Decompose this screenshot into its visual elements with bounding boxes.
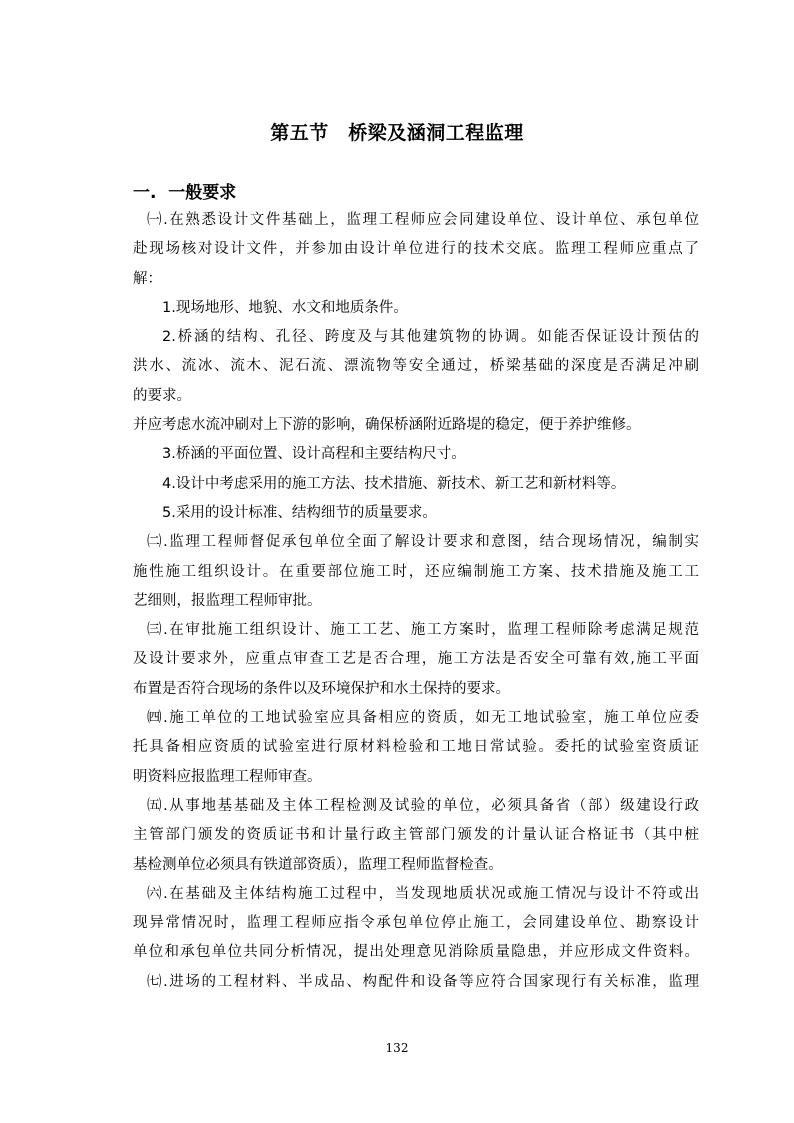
list-item: 2.桥涵的结构、孔径、跨度及与其他建筑物的协调。如能否保证设计预估的: [162, 329, 699, 346]
paragraph-line: ㈡.监理工程师督促承包单位全面了解设计要求和意图，结合现场情况，编制实: [147, 534, 699, 551]
paragraph-line: ㈤.从事地基基础及主体工程检测及试验的单位，必须具备省（部）级建设行政: [147, 797, 699, 814]
paragraph-line: 现异常情况时，监理工程师应指令承包单位停止施工，会同建设单位、勘察设计: [133, 915, 699, 932]
page-number: 132: [385, 1041, 409, 1055]
list-item: 1.现场地形、地貌、水文和地质条件。: [162, 299, 408, 316]
paragraph-line: 洪水、流冰、流木、泥石流、漂流物等安全通过，桥梁基础的深度是否满足冲刷: [133, 358, 699, 375]
paragraph-line: 艺细则，报监理工程师审批。: [133, 592, 322, 609]
paragraph-line: 解：: [133, 270, 162, 287]
section-heading: 一. 一般要求: [133, 183, 237, 203]
paragraph-line: 施性施工组织设计。在重要部位施工时，还应编制施工方案、技术措施及施工工: [133, 563, 699, 580]
paragraph-line: 并应考虑水流冲刷对上下游的影响，确保桥涵附近路堤的稳定，便于养护维修。: [133, 417, 641, 434]
paragraph-line: 主管部门颁发的资质证书和计量行政主管部门颁发的计量认证合格证书（其中桩: [133, 827, 699, 844]
paragraph-line: 的要求。: [133, 387, 191, 404]
list-item: 3.桥涵的平面位置、设计高程和主要结构尺寸。: [162, 446, 466, 463]
paragraph-line: ㈢.在审批施工组织设计、施工工艺、施工方案时，监理工程师除考虑满足规范: [147, 622, 699, 639]
paragraph-line: 单位和承包单位共同分析情况，提出处理意见消除质量隐患，并应形成文件资料。: [133, 944, 699, 961]
paragraph-line: 托具备相应资质的试验室进行原材料检验和工地日常试验。委托的试验室资质证: [133, 739, 699, 756]
page-title: 第五节 桥梁及涵洞工程监理: [270, 122, 524, 144]
paragraph-line: 赴现场核对设计文件，并参加由设计单位进行的技术交底。监理工程师应重点了: [133, 241, 699, 258]
paragraph-line: ㈦.进场的工程材料、半成品、构配件和设备等应符合国家现行有关标准，监理: [147, 973, 699, 990]
paragraph-line: ㈣.施工单位的工地试验室应具备相应的资质，如无工地试验室，施工单位应委: [147, 710, 699, 727]
paragraph-line: 布置是否符合现场的条件以及环境保护和水土保持的要求。: [133, 680, 510, 697]
paragraph-line: ㈥.在基础及主体结构施工过程中，当发现地质状况或施工情况与设计不符或出: [147, 885, 699, 902]
paragraph-line: 明资料应报监理工程师审查。: [133, 768, 322, 785]
list-item: 5.采用的设计标准、结构细节的质量要求。: [162, 504, 437, 521]
body-text: [133, 206, 699, 997]
list-item: 4.设计中考虑采用的施工方法、技术措施、新技术、新工艺和新材料等。: [162, 475, 626, 492]
paragraph-line: 及设计要求外，应重点审查工艺是否合理，施工方法是否安全可靠有效,施工平面: [133, 651, 699, 668]
paragraph-line: ㈠.在熟悉设计文件基础上，监理工程师应会同建设单位、设计单位、承包单位: [147, 212, 699, 228]
paragraph-line: 基检测单位必须具有铁道部资质），监理工程师监督检查。: [133, 856, 503, 873]
